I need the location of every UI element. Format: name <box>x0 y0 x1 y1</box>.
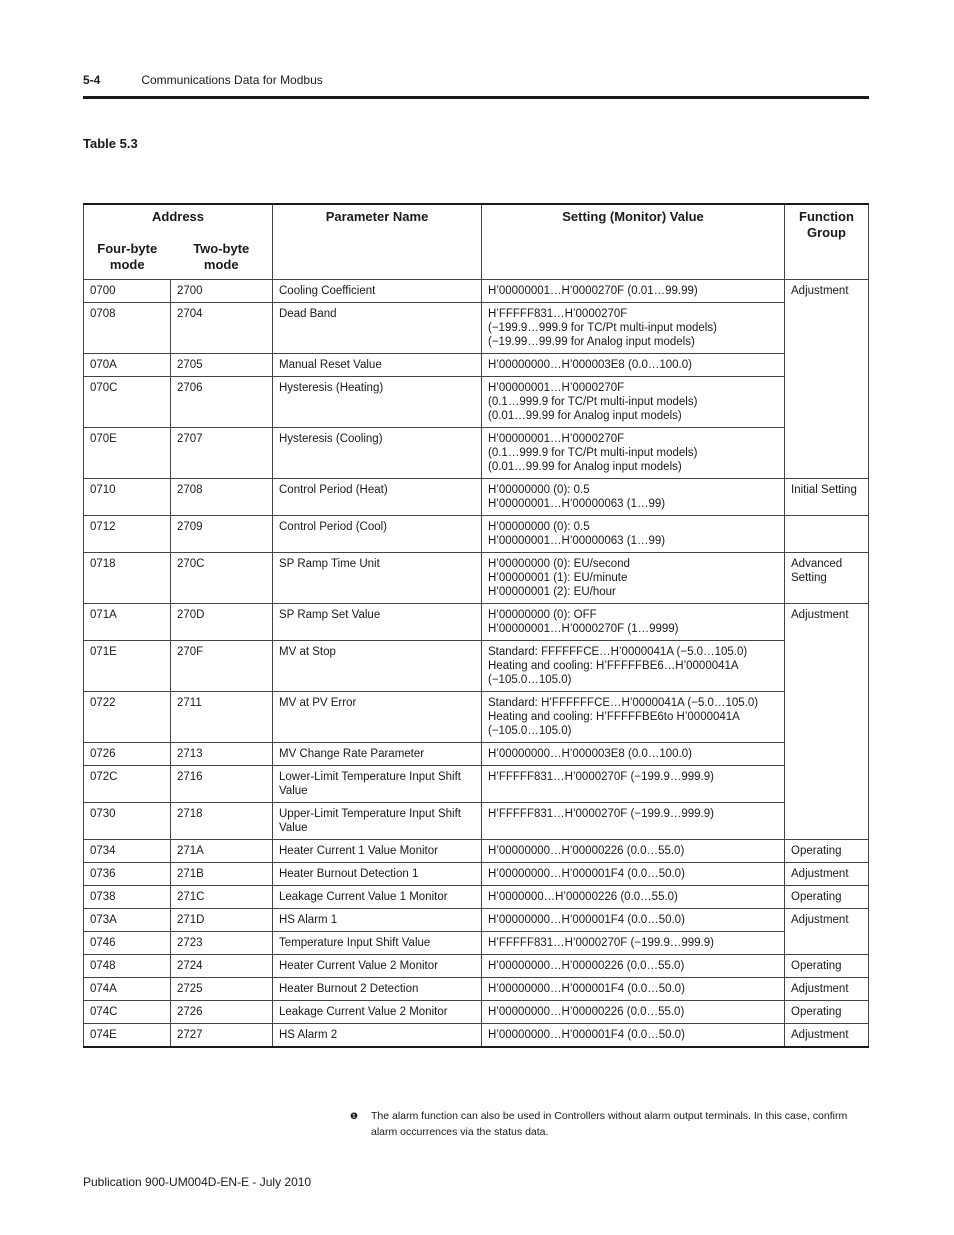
table-row <box>84 354 869 377</box>
table-row <box>84 377 869 428</box>
four-byte-address-cell: 0718 <box>84 553 171 604</box>
setting-line: Standard: FFFFFFCE…H’0000041A (−5.0…105.0) <box>488 646 748 658</box>
table-row <box>84 479 869 516</box>
setting-line: H’00000000…H’000003E8 (0.0…100.0) <box>488 748 692 760</box>
function-group-cell: Operating <box>785 955 869 978</box>
setting-line: H’00000000 (0): 0.5 <box>488 484 590 496</box>
setting-value-cell <box>482 803 785 840</box>
setting-line: H’00000000…H’000003E8 (0.0…100.0) <box>488 359 692 371</box>
table-row <box>84 516 869 553</box>
table-row <box>84 428 869 479</box>
table-row <box>84 863 869 886</box>
setting-line: H’FFFFF831…H’0000270F (−199.9…999.9) <box>488 937 714 949</box>
four-byte-address-cell: 074E <box>84 1024 171 1048</box>
two-byte-address-cell: 270C <box>171 553 273 604</box>
two-byte-address-cell: 271C <box>171 886 273 909</box>
setting-line: (0.1…999.9 for TC/Pt multi-input models) <box>488 396 698 408</box>
table-row <box>84 604 869 641</box>
parameter-name-cell: Control Period (Cool) <box>273 516 482 553</box>
setting-line: H’00000001 (2): EU/hour <box>488 586 616 598</box>
setting-line: H’00000000…H’000001F4 (0.0…50.0) <box>488 983 685 995</box>
four-byte-address-cell: 071A <box>84 604 171 641</box>
setting-value-cell <box>482 303 785 354</box>
setting-value-cell <box>482 1024 785 1048</box>
setting-line: H’00000000…H’000001F4 (0.0…50.0) <box>488 1029 685 1041</box>
setting-line: H’FFFFF831…H’0000270F (−199.9…999.9) <box>488 808 714 820</box>
setting-value-cell <box>482 354 785 377</box>
setting-line: H’00000001…H’0000270F <box>488 382 625 394</box>
two-byte-address-cell: 271D <box>171 909 273 932</box>
four-byte-address-cell: 0710 <box>84 479 171 516</box>
function-group-cell <box>785 516 869 553</box>
function-group-cell: Adjustment <box>785 280 869 479</box>
function-group-cell: Initial Setting <box>785 479 869 516</box>
setting-value-cell <box>482 840 785 863</box>
setting-value-cell <box>482 863 785 886</box>
table-row <box>84 692 869 743</box>
four-byte-address-cell: 074A <box>84 978 171 1001</box>
address-header: Address <box>84 204 273 231</box>
setting-line: (0.01…99.99 for Analog input models) <box>488 461 682 473</box>
setting-line: (−105.0…105.0) <box>488 674 572 686</box>
setting-value-cell <box>482 377 785 428</box>
parameter-name-cell: Control Period (Heat) <box>273 479 482 516</box>
setting-value-cell <box>482 932 785 955</box>
setting-line: H’00000000 (0): OFF <box>488 609 597 621</box>
setting-value-cell <box>482 886 785 909</box>
parameter-name-cell: MV at PV Error <box>273 692 482 743</box>
setting-line: H’FFFFF831…H’0000270F (−199.9…999.9) <box>488 771 714 783</box>
two-byte-address-cell: 2727 <box>171 1024 273 1048</box>
modbus-parameter-table <box>83 203 869 1048</box>
table-row <box>84 553 869 604</box>
setting-line: Heating and cooling: H’FFFFFBE6to H’0000041A <box>488 711 740 723</box>
setting-value-cell <box>482 743 785 766</box>
function-group-cell: Operating <box>785 886 869 909</box>
table-row <box>84 932 869 955</box>
two-byte-address-cell: 2713 <box>171 743 273 766</box>
four-byte-address-cell: 0736 <box>84 863 171 886</box>
parameter-name-cell: Lower-Limit Temperature Input Shift Value <box>273 766 482 803</box>
two-byte-header: Two-byte mode <box>171 231 273 280</box>
parameter-name-cell: Heater Current Value 2 Monitor <box>273 955 482 978</box>
setting-line: H’00000000…H’00000226 (0.0…55.0) <box>488 845 685 857</box>
setting-line: H’00000001…H’0000270F <box>488 433 625 445</box>
two-byte-address-cell: 2708 <box>171 479 273 516</box>
two-byte-address-cell: 2700 <box>171 280 273 303</box>
setting-line: (−199.9…999.9 for TC/Pt multi-input models) <box>488 322 717 334</box>
parameter-name-cell: Cooling Coefficient <box>273 280 482 303</box>
setting-line: (0.1…999.9 for TC/Pt multi-input models) <box>488 447 698 459</box>
setting-value-cell <box>482 978 785 1001</box>
setting-value-cell <box>482 766 785 803</box>
table-row <box>84 803 869 840</box>
setting-value-cell <box>482 280 785 303</box>
function-group-cell: Adjustment <box>785 604 869 840</box>
parameter-name-cell: Dead Band <box>273 303 482 354</box>
function-group-cell: Adjustment <box>785 1024 869 1048</box>
parameter-name-cell: Temperature Input Shift Value <box>273 932 482 955</box>
two-byte-address-cell: 2709 <box>171 516 273 553</box>
setting-line: H’00000001…H’0000270F (0.01…99.99) <box>488 285 698 297</box>
setting-line: (−105.0…105.0) <box>488 725 572 737</box>
footnote-marker: ❶ <box>350 1111 359 1121</box>
setting-value-cell <box>482 909 785 932</box>
parameter-name-cell: Heater Current 1 Value Monitor <box>273 840 482 863</box>
parameter-name-cell: Leakage Current Value 2 Monitor <box>273 1001 482 1024</box>
parameter-name-cell: HS Alarm 1 <box>273 909 482 932</box>
table-row <box>84 909 869 932</box>
four-byte-address-cell: 0708 <box>84 303 171 354</box>
four-byte-address-cell: 071E <box>84 641 171 692</box>
setting-value-cell <box>482 955 785 978</box>
four-byte-address-cell: 070C <box>84 377 171 428</box>
parameter-name-cell: Leakage Current Value 1 Monitor <box>273 886 482 909</box>
setting-line: H’00000000…H’000001F4 (0.0…50.0) <box>488 914 685 926</box>
four-byte-address-cell: 0722 <box>84 692 171 743</box>
setting-line: H’00000001 (1): EU/minute <box>488 572 628 584</box>
four-byte-address-cell: 0700 <box>84 280 171 303</box>
setting-line: H’FFFFF831…H’0000270F <box>488 308 628 320</box>
table-caption: Table 5.3 <box>83 136 138 151</box>
section-title: Communications Data for Modbus <box>141 73 323 87</box>
parameter-name-cell: MV at Stop <box>273 641 482 692</box>
four-byte-address-cell: 0726 <box>84 743 171 766</box>
function-group-header: Function Group <box>785 204 869 280</box>
setting-value-cell <box>482 641 785 692</box>
two-byte-address-cell: 2718 <box>171 803 273 840</box>
two-byte-address-cell: 2726 <box>171 1001 273 1024</box>
setting-line: Heating and cooling: H’FFFFFBE6…H’0000041A <box>488 660 739 672</box>
four-byte-address-cell: 0746 <box>84 932 171 955</box>
table-row <box>84 303 869 354</box>
four-byte-address-cell: 0738 <box>84 886 171 909</box>
four-byte-address-cell: 072C <box>84 766 171 803</box>
setting-line: (0.01…99.99 for Analog input models) <box>488 410 682 422</box>
table-row <box>84 840 869 863</box>
function-group-cell: Adjustment <box>785 909 869 955</box>
setting-line: H’00000001…H’0000270F (1…9999) <box>488 623 679 635</box>
parameter-name-cell: Manual Reset Value <box>273 354 482 377</box>
table-row <box>84 743 869 766</box>
two-byte-address-cell: 2706 <box>171 377 273 428</box>
table-row <box>84 1024 869 1048</box>
setting-value-cell <box>482 1001 785 1024</box>
two-byte-address-cell: 271B <box>171 863 273 886</box>
function-group-cell: Advanced Setting <box>785 553 869 604</box>
setting-value-cell <box>482 604 785 641</box>
function-group-cell: Operating <box>785 1001 869 1024</box>
setting-line: H’00000000 (0): 0.5 <box>488 521 590 533</box>
publication-footer: Publication 900-UM004D-EN-E - July 2010 <box>83 1175 312 1189</box>
setting-line: (−19.99…99.99 for Analog input models) <box>488 336 695 348</box>
table-row <box>84 978 869 1001</box>
two-byte-address-cell: 2724 <box>171 955 273 978</box>
two-byte-address-cell: 2725 <box>171 978 273 1001</box>
four-byte-address-cell: 0730 <box>84 803 171 840</box>
page-number: 5-4 <box>83 73 101 87</box>
parameter-name-cell: Upper-Limit Temperature Input Shift Value <box>273 803 482 840</box>
function-group-cell: Operating <box>785 840 869 863</box>
two-byte-address-cell: 2716 <box>171 766 273 803</box>
four-byte-address-cell: 0712 <box>84 516 171 553</box>
table-body <box>84 280 869 1048</box>
setting-value-cell <box>482 428 785 479</box>
setting-line: H’00000000…H’00000226 (0.0…55.0) <box>488 960 685 972</box>
two-byte-address-cell: 2723 <box>171 932 273 955</box>
footnote <box>350 1108 870 1140</box>
four-byte-address-cell: 0748 <box>84 955 171 978</box>
parameter-name-cell: Heater Burnout Detection 1 <box>273 863 482 886</box>
table-row <box>84 766 869 803</box>
parameter-name-cell: Hysteresis (Cooling) <box>273 428 482 479</box>
setting-value-cell <box>482 692 785 743</box>
setting-value-cell <box>482 553 785 604</box>
setting-line: H’00000000…H’00000226 (0.0…55.0) <box>488 1006 685 1018</box>
two-byte-address-cell: 2704 <box>171 303 273 354</box>
table-row <box>84 641 869 692</box>
two-byte-address-cell: 2705 <box>171 354 273 377</box>
four-byte-address-cell: 070A <box>84 354 171 377</box>
setting-line: H’00000001…H’00000063 (1…99) <box>488 535 666 547</box>
two-byte-address-cell: 270D <box>171 604 273 641</box>
function-group-cell: Adjustment <box>785 863 869 886</box>
setting-value-cell <box>482 479 785 516</box>
two-byte-address-cell: 2711 <box>171 692 273 743</box>
four-byte-header: Four-byte mode <box>84 231 171 280</box>
parameter-name-header: Parameter Name <box>273 204 482 280</box>
table-row <box>84 955 869 978</box>
function-group-cell: Adjustment <box>785 978 869 1001</box>
footnote-text: The alarm function can also be used in Controllers without alarm output terminals. In this case, confirm alarm occurrences via the status data. <box>371 1110 848 1138</box>
four-byte-address-cell: 070E <box>84 428 171 479</box>
parameter-name-cell: Hysteresis (Heating) <box>273 377 482 428</box>
table-row <box>84 1001 869 1024</box>
setting-value-header: Setting (Monitor) Value <box>482 204 785 280</box>
table-row <box>84 280 869 303</box>
setting-line: H’00000000 (0): EU/second <box>488 558 630 570</box>
parameter-name-cell: HS Alarm 2 <box>273 1024 482 1048</box>
setting-value-cell <box>482 516 785 553</box>
parameter-name-cell: SP Ramp Set Value <box>273 604 482 641</box>
two-byte-address-cell: 271A <box>171 840 273 863</box>
four-byte-address-cell: 073A <box>84 909 171 932</box>
parameter-name-cell: MV Change Rate Parameter <box>273 743 482 766</box>
table-row <box>84 886 869 909</box>
header-rule <box>83 96 869 99</box>
setting-line: Standard: H’FFFFFFCE…H’0000041A (−5.0…105.0) <box>488 697 759 709</box>
four-byte-address-cell: 0734 <box>84 840 171 863</box>
parameter-name-cell: Heater Burnout 2 Detection <box>273 978 482 1001</box>
setting-line: H’0000000…H’00000226 (0.0…55.0) <box>488 891 678 903</box>
page-header <box>83 73 869 87</box>
two-byte-address-cell: 2707 <box>171 428 273 479</box>
four-byte-address-cell: 074C <box>84 1001 171 1024</box>
setting-line: H’00000000…H’000001F4 (0.0…50.0) <box>488 868 685 880</box>
two-byte-address-cell: 270F <box>171 641 273 692</box>
setting-line: H’00000001…H’00000063 (1…99) <box>488 498 666 510</box>
parameter-name-cell: SP Ramp Time Unit <box>273 553 482 604</box>
